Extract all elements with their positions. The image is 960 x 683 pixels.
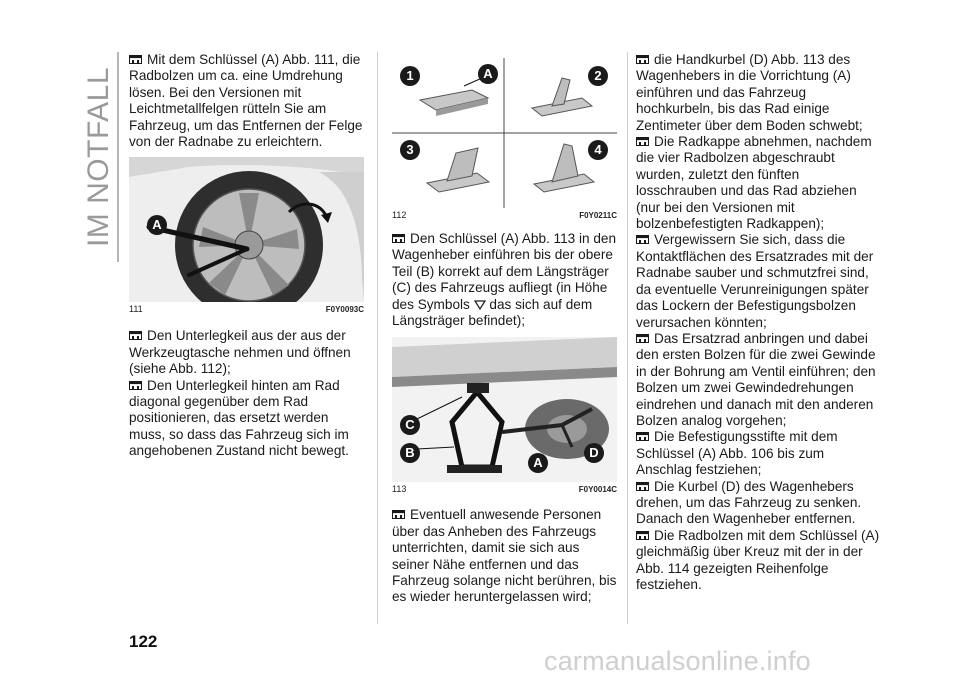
- figure-112-image: [392, 58, 617, 208]
- column-divider-left: [377, 52, 378, 624]
- figure-113: [392, 337, 617, 495]
- paragraph: Eventuell anwesende Personen über das Anheben des Fahrzeugs unterrichten, damit sie sich aus seiner Nähe entfernen und das Fahrzeug solange nicht berühren, bis es wieder heruntergelassen wird;: [392, 507, 617, 605]
- column-left: [129, 52, 364, 460]
- instruction-bullet-icon: [636, 482, 649, 491]
- figure-111: [129, 157, 364, 315]
- column-divider-right: [627, 52, 628, 624]
- figure-label-a: A: [147, 215, 167, 235]
- jack-illustration: [392, 337, 617, 482]
- instruction-bullet-icon: [129, 331, 142, 340]
- paragraph: Die Kurbel (D) des Wagenhebers drehen, um das Fahrzeug zu senken. Danach den Wagenheber entfernen.: [636, 478, 862, 527]
- instruction-bullet-icon: [392, 234, 405, 243]
- figure-step-2: 2: [588, 66, 608, 86]
- paragraph: Die Befestigungsstifte mit dem Schlüssel (A) Abb. 106 bis zum Anschlag festziehen;: [636, 429, 838, 478]
- paragraph: Mit dem Schlüssel (A) Abb. 111, die Radbolzen um ca. eine Umdrehung lösen. Bei den Versionen mit Leichtmetallfelgen rütteln Sie am Fahrzeug, um das Entfernen der Felge von der Radnabe zu erleichtern.: [129, 52, 363, 150]
- paragraph: Den Unterlegkeil aus der aus der Werkzeugtasche nehmen und öffnen (siehe Abb. 112);: [129, 328, 351, 377]
- instruction-bullet-icon: [392, 510, 405, 519]
- figure-111-image: [129, 157, 364, 302]
- figure-step-1: 1: [400, 66, 420, 86]
- section-title-rule: [117, 52, 119, 262]
- watermark: carmanualsonline.info: [544, 646, 811, 676]
- column-middle: [392, 58, 617, 606]
- figure-111-caption: [129, 304, 364, 315]
- paragraph: Vergewissern Sie sich, dass die Kontaktflächen des Ersatzrades mit der Radnabe sauber und schmutzfrei sind, da eventuelle Verunreinigungen später das Lockern der Befestigungsbolzen verursachen könnten;: [636, 232, 874, 330]
- figure-112: [392, 58, 617, 221]
- instruction-bullet-icon: [636, 531, 649, 540]
- figure-step-3: 3: [400, 140, 420, 160]
- figure-code: F0Y0211C: [579, 211, 617, 220]
- wheel-chock-illustration: [392, 58, 617, 208]
- instruction-bullet-icon: [129, 55, 142, 64]
- figure-step-4: 4: [588, 140, 608, 160]
- figure-number: 111: [129, 304, 143, 315]
- page-number: 122: [129, 632, 158, 651]
- paragraph: Den Schlüssel (A) Abb. 113 in den Wagenheber einführen bis der obere Teil (B) korrekt auf dem Längsträger (C) des Fahrzeugs aufliegt (in Höhe des Symbols das sich auf dem Längsträger befindet);: [392, 231, 617, 329]
- figure-label-c: C: [400, 415, 420, 435]
- column-right: [636, 52, 882, 593]
- jack-point-triangle-icon: [474, 300, 486, 310]
- instruction-bullet-icon: [636, 137, 649, 146]
- instruction-bullet-icon: [129, 381, 142, 390]
- figure-code: F0Y0014C: [578, 485, 617, 495]
- section-title: IM NOTFALL: [82, 66, 115, 248]
- figure-label-d: D: [584, 443, 604, 463]
- paragraph: Das Ersatzrad anbringen und dabei den ersten Bolzen für die zwei Gewinde in der Bohrung am Ventil einführen; den Bolzen um zwei Gewindedrehungen eindrehen und danach mit den anderen Bolzen analog vorgehen;: [636, 330, 876, 428]
- figure-113-caption: [392, 484, 617, 495]
- figure-113-image: [392, 337, 617, 482]
- figure-112-caption: [392, 210, 617, 221]
- instruction-bullet-icon: [636, 235, 649, 244]
- figure-number: 112: [392, 210, 407, 220]
- figure-label-b: B: [400, 443, 420, 463]
- figure-label-a: A: [478, 64, 498, 84]
- figure-code: F0Y0093C: [325, 305, 364, 315]
- paragraph: die Handkurbel (D) Abb. 113 des Wagenhebers in die Vorrichtung (A) einführen und das Fahrzeug hochkurbeln, bis das Rad einige Zentimeter über dem Boden schwebt;: [636, 52, 863, 133]
- figure-label-a: A: [528, 453, 548, 473]
- paragraph: Den Unterlegkeil hinten am Rad diagonal gegenüber dem Rad positionieren, das ersetzt werden muss, so dass das Fahrzeug sich im angehobenen Zustand nicht bewegt.: [129, 377, 349, 459]
- instruction-bullet-icon: [636, 334, 649, 343]
- instruction-bullet-icon: [636, 55, 649, 64]
- paragraph: Die Radkappe abnehmen, nachdem die vier Radbolzen abgeschraubt wurden, zuletzt den fünften losschrauben und das Rad abziehen (nur bei den Versionen mit bolzenbefestigten Radkappen);: [636, 134, 872, 232]
- paragraph: Die Radbolzen mit dem Schlüssel (A) gleichmäßig über Kreuz mit der in der Abb. 114 gezeigten Reihenfolge festziehen.: [636, 527, 880, 592]
- instruction-bullet-icon: [636, 432, 649, 441]
- figure-number: 113: [392, 484, 407, 495]
